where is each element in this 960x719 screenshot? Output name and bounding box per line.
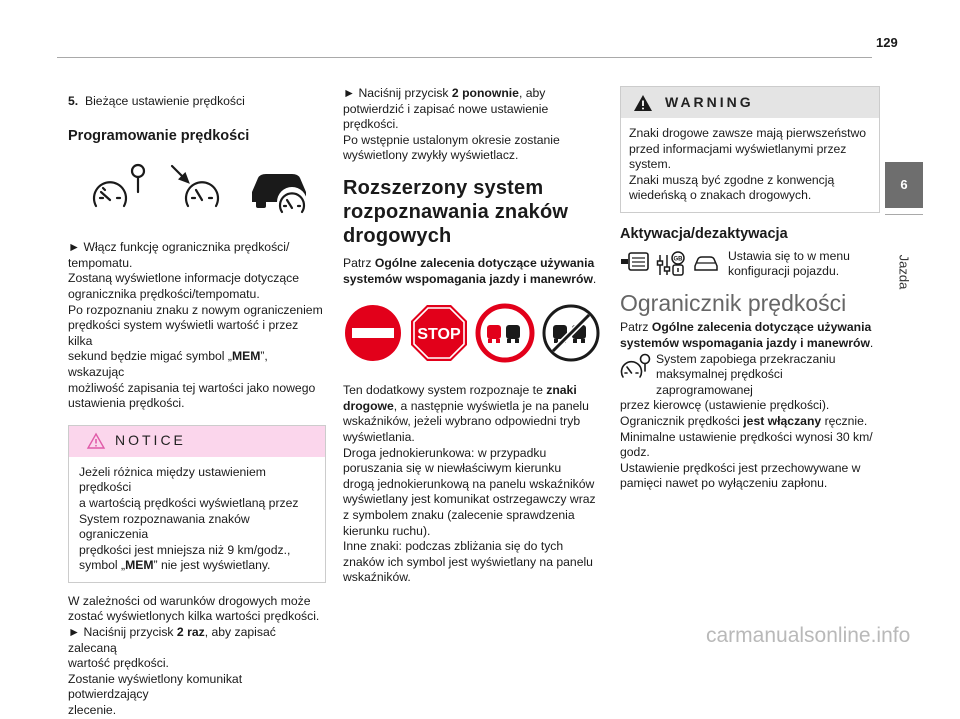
no-entry-sign-icon (343, 303, 403, 363)
stop-sign-text: STOP (417, 326, 461, 344)
side-divider (885, 214, 923, 215)
warning-triangle-icon (87, 433, 105, 449)
speedometer-limit-icon (88, 162, 150, 220)
activation-text: Ustawia się to w menu konfiguracji pojazdu. (728, 248, 850, 279)
warning-triangle-icon (633, 94, 653, 112)
reference-paragraph: Patrz Ogólne zalecenia dotyczące używania systemów wspomagania jazdy i manewrów. (343, 255, 597, 286)
svg-text:GB: GB (673, 256, 683, 263)
column-right (620, 86, 880, 492)
section-heading-sign-recognition: Rozszerzony system rozpoznawania znaków drogowych (343, 176, 569, 247)
warning-box (620, 86, 880, 213)
section-heading-activation: Aktywacja/dezaktywacja (620, 225, 788, 242)
no-overtaking-sign-icon (475, 303, 535, 363)
limiter-reference: Patrz Ogólne zalecenia dotyczące używania systemów wspomagania jazdy i manewrów. (620, 320, 874, 350)
programming-icons (68, 152, 326, 230)
speedometer-pointer-icon (166, 162, 226, 220)
top-divider (57, 57, 872, 58)
section-heading-programming: Programowanie prędkości (68, 127, 250, 144)
chapter-label: Jazda (896, 254, 912, 290)
list-item-5: 5. Bieżące ustawienie prędkości (68, 94, 245, 108)
notice-box (68, 425, 326, 583)
end-no-overtaking-sign-icon (541, 303, 601, 363)
notice-title: NOTICE (115, 432, 186, 449)
vehicle-settings-icon (656, 249, 686, 277)
section-heading-limiter: Ogranicznik prędkości (620, 289, 847, 316)
warning-body: Znaki drogowe zawsze mają pierwszeństwo przed informacjami wyświetlanymi przez system. Znaki muszą być zgodne z konwencją wiedeńską o znakach drogowych. (629, 126, 867, 203)
column-middle (343, 86, 605, 586)
notice-header (69, 426, 325, 457)
page-number: 129 (876, 35, 898, 50)
programming-instructions: ► Włącz funkcję ogranicznika prędkości/ tempomatu. Zostaną wyświetlone informacje dotyczące ogranicznika prędkości/tempomatu. Po rozpoznaniu znaku z nowym ograniczeniem prędkości system wyświetli wartość i przez kilka sekund będzie migać symbol „MEM”, wskazując możliwość zapisania tej wartości jako nowego ustawienia prędkości. (68, 240, 323, 411)
watermark: carmanualsonline.info (706, 624, 911, 647)
chapter-tab[interactable]: 6 (885, 162, 923, 208)
stop-sign-icon (409, 303, 469, 363)
limiter-description: System zapobiega przekraczaniu maksymalnej prędkości zaprogramowanej przez kierowcę (ustawienie prędkości). Ogranicznik prędkości jest włączany ręcznie. Minimalne ustawienie prędkości wynosi 30 km/ godz. Ustawienie prędkości jest przechowywane w pamięci nawet po wyłączeniu zapłonu. (620, 351, 873, 491)
road-signs-row (343, 293, 605, 373)
confirm-paragraph: ► Naciśnij przycisk 2 ponownie, aby potwierdzić i zapisać nowe ustawienie prędkości. Po wstępnie ustalonym okresie zostanie wyświetlony zwykły wyświetlacz. (343, 86, 560, 163)
sign-recognition-paragraph: Ten dodatkowy system rozpoznaje te znaki drogowe, a następnie wyświetla je na panelu wskaźników, jeżeli wybrano odpowiedni tryb wyświetlania. Droga jednokierunkowa: w przypadku poruszania się w niewłaściwym kierunku drogą jednokierunkową na panelu wskaźników wyświetlany jest komunikat ostrzegawczy wraz z symbolem znaku (zalecenie sprawdzenia kierunku ruchu). Inne znaki: podczas zbliżania się do tych znaków ich symbol jest wyświetlany na panelu wskaźników. (343, 383, 596, 585)
warning-title: WARNING (665, 93, 754, 110)
multiple-values-paragraph: W zależności od warunków drogowych może zostać wyświetlonych kilka wartości prędkości. ► Naciśnij przycisk 2 raz, aby zapisać zalecaną wartość prędkości. Zostanie wyświetlony komunikat potwierdzający zlecenie. (68, 593, 320, 718)
activation-row (620, 249, 880, 280)
touchscreen-menu-icon (620, 250, 650, 276)
warning-header (621, 87, 879, 118)
column-left (68, 94, 326, 719)
activation-icons (620, 249, 720, 277)
car-speedometer-icon (248, 162, 314, 220)
notice-body: Jeżeli różnica między ustawieniem prędkości a wartością prędkości wyświetlaną przez System rozpoznawania znaków ograniczenia prędkości jest mniejsza niż 9 km/godz., symbol „MEM” nie jest wyświetlany. (79, 464, 299, 573)
speed-limiter-icon (620, 353, 652, 381)
car-icon (692, 252, 720, 274)
